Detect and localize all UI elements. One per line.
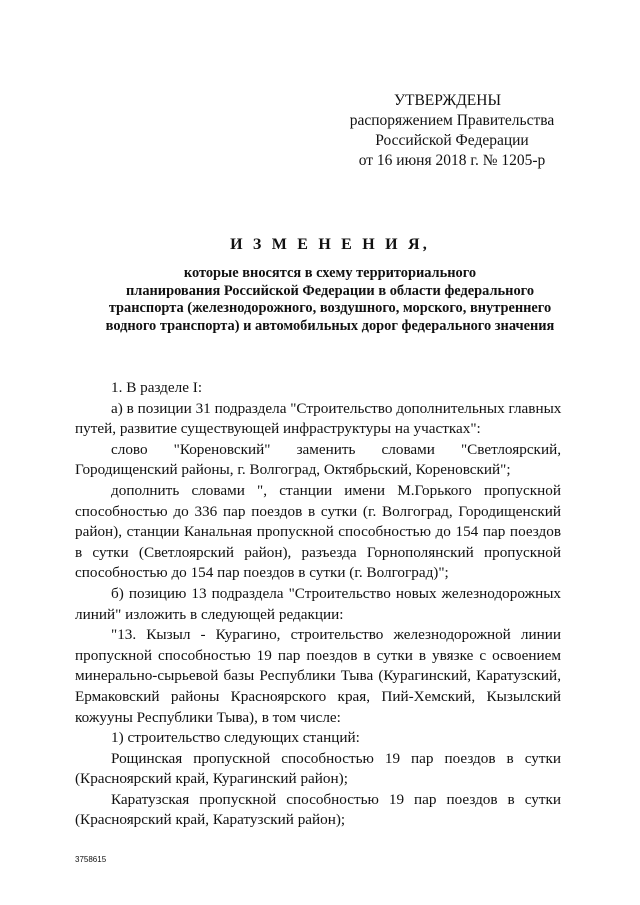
approval-line: от 16 июня 2018 г. № 1205-р	[358, 152, 546, 169]
text-line: способностью до 154 пар поездов в сутки (г. Волгоград)";	[75, 564, 449, 582]
text-line: линий" изложить в следующей редакции:	[75, 605, 344, 623]
text-line: Ермаковский районы Красноярского края, Пий-Хемский, Кызылский	[75, 687, 561, 705]
subtitle-line: водного транспорта) и автомобильных дорог федерального значения	[105, 317, 555, 334]
approval-heading: УТВЕРЖДЕНЫ	[394, 92, 501, 109]
text-line: б) позицию 13 подраздела "Строительство новых железнодорожных	[111, 584, 561, 602]
approval-block	[336, 91, 568, 171]
document-title: И З М Е Н Е Н И Я,	[230, 236, 430, 253]
text-line: район), станции Канальная пропускной способностью до 154 пар поездов	[75, 523, 561, 541]
text-line: 1) строительство следующих станций:	[111, 729, 360, 747]
text-line: минерально-сырьевой базы Республики Тыва (Курагинский, Каратузский,	[75, 667, 561, 685]
text-line: путей, развитие существующей инфраструктуры на участках":	[75, 420, 481, 438]
text-line: Рощинская пропускной способностью 19 пар поездов в сутки	[111, 749, 561, 767]
text-line: (Красноярский край, Каратузский район);	[75, 811, 346, 829]
text-line: (Красноярский край, Курагинский район);	[75, 770, 348, 788]
text-line: Городищенский районы, г. Волгоград, Октябрьский, Кореновский";	[75, 461, 511, 479]
text-line: 1. В разделе I:	[111, 379, 203, 396]
subtitle-line: планирования Российской Федерации в области федерального	[125, 282, 535, 299]
text-line: а) в позиции 31 подраздела "Строительство дополнительных главных	[111, 399, 562, 417]
approval-line: Российской Федерации	[375, 132, 529, 149]
text-line: способностью до 336 пар поездов в сутки (г. Волгоград, Городищенский	[75, 502, 561, 520]
text-line: кожууны Республики Тыва), в том числе:	[75, 708, 341, 726]
document-body	[75, 378, 561, 831]
document-code: 3758615	[75, 855, 107, 864]
text-line: Каратузская пропускной способностью 19 пар поездов в сутки	[111, 790, 561, 808]
text-line: "13. Кызыл - Курагино, строительство железнодорожной линии	[111, 626, 561, 644]
text-line: дополнить словами ", станции имени М.Горького пропускной	[111, 481, 561, 499]
text-line: в сутки (Светлоярский район), разъезда Горнополянский пропускной	[75, 543, 561, 561]
subtitle-line: которые вносятся в схему территориального	[183, 265, 477, 281]
approval-line: распоряжением Правительства	[349, 112, 555, 129]
document-subtitle	[60, 265, 600, 335]
text-line: пропускной способностью 19 пар поездов в сутки в увязке с освоением	[75, 646, 561, 664]
text-line: слово "Кореновский" заменить словами "Светлоярский,	[111, 440, 561, 458]
subtitle-line: транспорта (железнодорожного, воздушного, морского, внутреннего	[108, 300, 552, 317]
